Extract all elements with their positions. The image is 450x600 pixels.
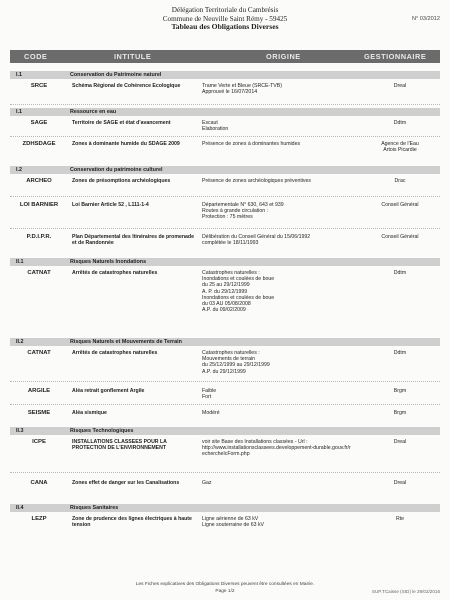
section-bar [10,427,440,435]
row-origine: Faible Fort [202,388,217,401]
section-bar [10,71,440,79]
row-divider [10,472,440,473]
section-number: II.2 [16,339,24,345]
section-bar [10,504,440,512]
row-origine: Trame Verte et Bleue (SRCE-TVB) Approuvé le 16/07/2014 [202,83,282,96]
row-gestionnaire: Conseil Général [381,234,419,240]
row-origine: Catastrophes naturelles : Mouvements de terrain du 25/12/1999 au 29/12/1999 A.P. du 29/12/1999 [202,350,270,375]
row-origine: Gaz [202,480,212,486]
section-number: II.3 [16,428,24,434]
row-divider [10,196,440,197]
row-intitule: Zones effet de danger sur les Canalisations [72,480,180,486]
row-divider [10,381,440,382]
header-line-1: Délégation Territoriale du Cambrésis [171,6,279,14]
row-code: ICPE [32,439,46,445]
row-code: P.D.I.P.R. [26,234,52,240]
document-ref: N° 03/2012 [411,16,440,22]
document-header [0,6,450,32]
row-gestionnaire: Drac [394,178,406,184]
row-gestionnaire: Ddtm [393,270,407,276]
row-code: LEZP [31,516,47,522]
row-divider [10,104,440,105]
document-title: Tableau des Obligations Diverses [171,22,279,32]
row-origine: Délibération du Conseil Général du 15/06/1992 complétée le 18/11/1993 [202,234,311,247]
row-intitule: INSTALLATIONS CLASSEES POUR LA PROTECTION DE L'ENVIRONNEMENT [72,439,167,452]
section-number: I.2 [16,167,22,173]
column-code: CODE [24,52,48,61]
section-label: Risques Technologiques [70,428,134,434]
table-header [10,50,440,63]
row-intitule: Arrêtés de catastrophes naturelles [72,350,158,356]
row-code: CANA [30,480,48,486]
row-code: CATNAT [27,350,51,356]
section-number: I.1 [16,109,22,115]
row-gestionnaire: Dreal [393,480,407,486]
row-intitule: Aléa sismique [72,410,107,416]
row-gestionnaire: Rte [395,516,405,522]
section-bar [10,338,440,346]
row-origine: Escaut Elaboration [202,120,229,133]
row-origine: Ligne aérienne de 63 kV Ligne souterraine de 63 kV [202,516,265,529]
row-gestionnaire: Dreal [393,83,407,89]
row-intitule: Zones à dominante humide du SDAGE 2009 [72,141,180,147]
row-intitule: Loi Barnier Article 52 , L111-1-4 [72,202,149,208]
row-origine: Catastrophes naturelles : Inondations et coulées de boue du 25 au 29/12/1999 A. P. du 29/12/1999 Inondations et coulées de boue du 03 AU 05/08/2008 A.P. du 09/02/2009 [202,270,275,314]
row-origine: Modéré [202,410,220,416]
row-code: ARCHEO [26,178,52,184]
row-intitule: Territoire de SAGE et état d'avancement [72,120,171,126]
row-gestionnaire: Ddtm [393,350,407,356]
row-gestionnaire: Brgm [393,410,407,416]
section-bar [10,258,440,266]
row-intitule: Zones de présomptions archéologiques [72,178,171,184]
row-divider [10,228,440,229]
row-code: ARGILE [27,388,51,394]
row-gestionnaire: Dreal [393,439,407,445]
row-gestionnaire: Ddtm [393,120,407,126]
section-bar [10,166,440,174]
row-gestionnaire: Conseil Général [381,202,419,208]
column-gestionnaire: GESTIONNAIRE [364,52,427,61]
row-intitule: Aléa retrait gonflement Argile [72,388,145,394]
row-intitule: Arrêtés de catastrophes naturelles [72,270,158,276]
row-code: SAGE [30,120,48,126]
section-label: Risques Naturels Inondations [70,259,147,265]
section-label: Conservation du patrimoine culturel [70,167,163,173]
header-line-2: Commune de Neuville Saint Rémy - 59425 [162,14,288,23]
section-label: Risques Naturels et Mouvements de Terrain [70,339,182,345]
row-gestionnaire: Agence de l'Eau Artois Picardie [381,141,419,154]
page-number: Page 1/2 [215,589,235,594]
row-intitule: Plan Départemental des Itinéraires de promenade et de Randonnée [72,234,194,247]
row-code: SRCE [30,83,48,89]
section-number: II.4 [16,505,24,511]
row-origine: Départementale N° 630, 643 et 939 Routes à grande circulation : Protection : 75 mètres [202,202,284,221]
row-origine: Présence de zones à dominantes humides [202,141,301,147]
footer-stamp: SUP.TCaisse (SID) le 29/02/2016 [371,589,440,594]
row-origine: Présence de zones archéologiques préventives [202,178,312,184]
row-code: ZDHSDAGE [22,141,56,147]
section-label: Risques Sanitaires [70,505,119,511]
section-bar [10,108,440,116]
row-code: SEISME [27,410,51,416]
row-gestionnaire: Brgm [393,388,407,394]
row-code: CATNAT [27,270,51,276]
row-code: LOI BARNIER [19,202,59,208]
section-label: Ressource en eau [70,109,117,115]
footer-note: Les Fiches explicatives des Obligations Diverses peuvent être consultées en Mairie. [135,582,315,587]
row-divider [10,404,440,405]
row-divider [10,136,440,137]
section-number: I.1 [16,72,22,78]
section-number: II.1 [16,259,24,265]
column-intitule: INTITULE [114,52,152,61]
row-intitule: Schéma Régional de Cohérence Ecologique [72,83,181,89]
section-label: Conservation du Patrimoine naturel [70,72,162,78]
row-intitule: Zone de prudence des lignes électriques à haute tension [72,516,192,529]
column-origine: ORIGINE [266,52,301,61]
row-origine: voir site Base des Installations classées - Url : http://www.installationsclassees.developpement-durable.gouv.fr/rechercheIcForm.php [202,439,351,458]
